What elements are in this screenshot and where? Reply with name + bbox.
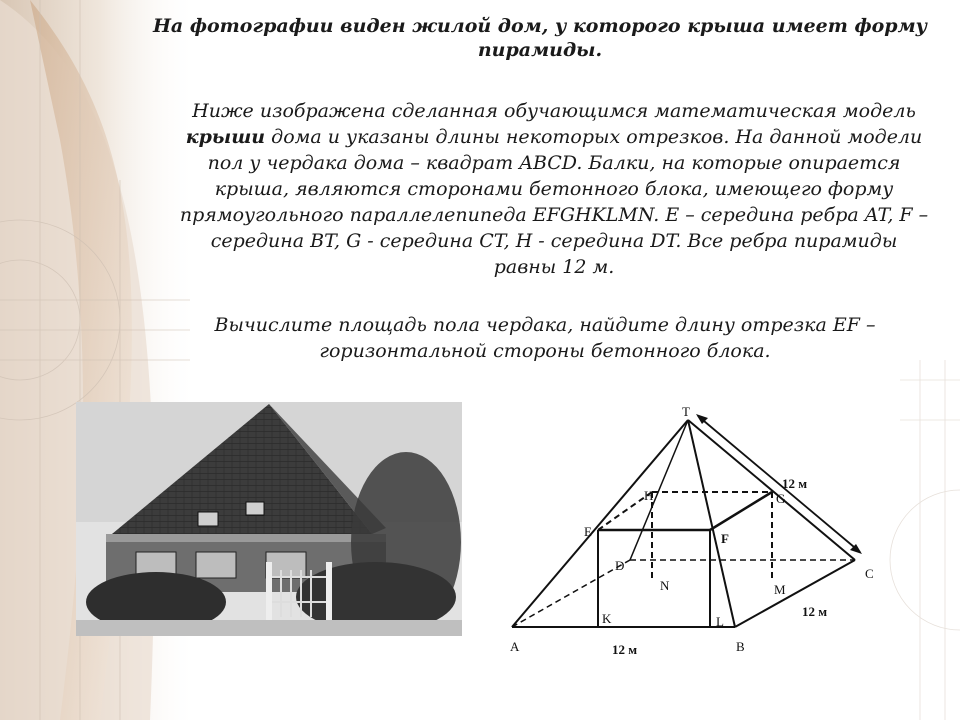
description-part-1: Ниже изображена сделанная обучающимся математическая модель xyxy=(192,100,916,122)
label-e: E xyxy=(584,524,592,539)
label-f: F xyxy=(721,531,729,546)
description-bold-word: крыши xyxy=(185,126,266,148)
label-d: D xyxy=(615,558,625,573)
segment-fg xyxy=(710,492,772,530)
pyramid-diagram xyxy=(480,402,900,672)
length-label-bc: 12 м xyxy=(802,604,828,619)
edge-ta xyxy=(512,420,688,627)
length-label-tc: 12 м xyxy=(782,476,808,491)
edge-tc xyxy=(688,420,855,560)
problem-question: Вычислите площадь пола чердака, найдите длину отрезка EF – горизонтальной стороны бетонного блока. xyxy=(214,314,876,362)
label-t: T xyxy=(682,404,690,419)
edge-ad xyxy=(512,560,630,627)
label-n: N xyxy=(660,578,670,593)
label-m: M xyxy=(774,582,786,597)
label-h: H xyxy=(644,488,654,503)
description-part-2: дома и указаны длины некоторых отрезков. На данной модели пол у чердака дома – квадрат ABCD. Балки, на которые опирается крыша, являются сторонами бетонного блока, имеющего форму прямоугольного параллелепипеда EFGHKLMN. E – середина ребра AT, F – середина BT, G - середина CT, H - середина DT. Все ребра пирамиды равны 12 м. xyxy=(179,126,929,278)
house-photo xyxy=(76,402,462,636)
label-c: C xyxy=(865,566,874,581)
page-title: На фотографии виден жилой дом, у которого крыша имеет форму пирамиды. xyxy=(152,15,927,61)
label-l: L xyxy=(716,614,724,629)
label-g: G xyxy=(776,491,786,506)
length-label-ab: 12 м xyxy=(612,642,638,657)
edge-tb xyxy=(688,420,735,627)
label-b: B xyxy=(736,639,745,654)
edge-td xyxy=(630,420,688,560)
edge-bc xyxy=(735,560,855,627)
label-k: K xyxy=(602,611,612,626)
label-a: A xyxy=(510,639,520,654)
problem-description xyxy=(178,98,930,280)
